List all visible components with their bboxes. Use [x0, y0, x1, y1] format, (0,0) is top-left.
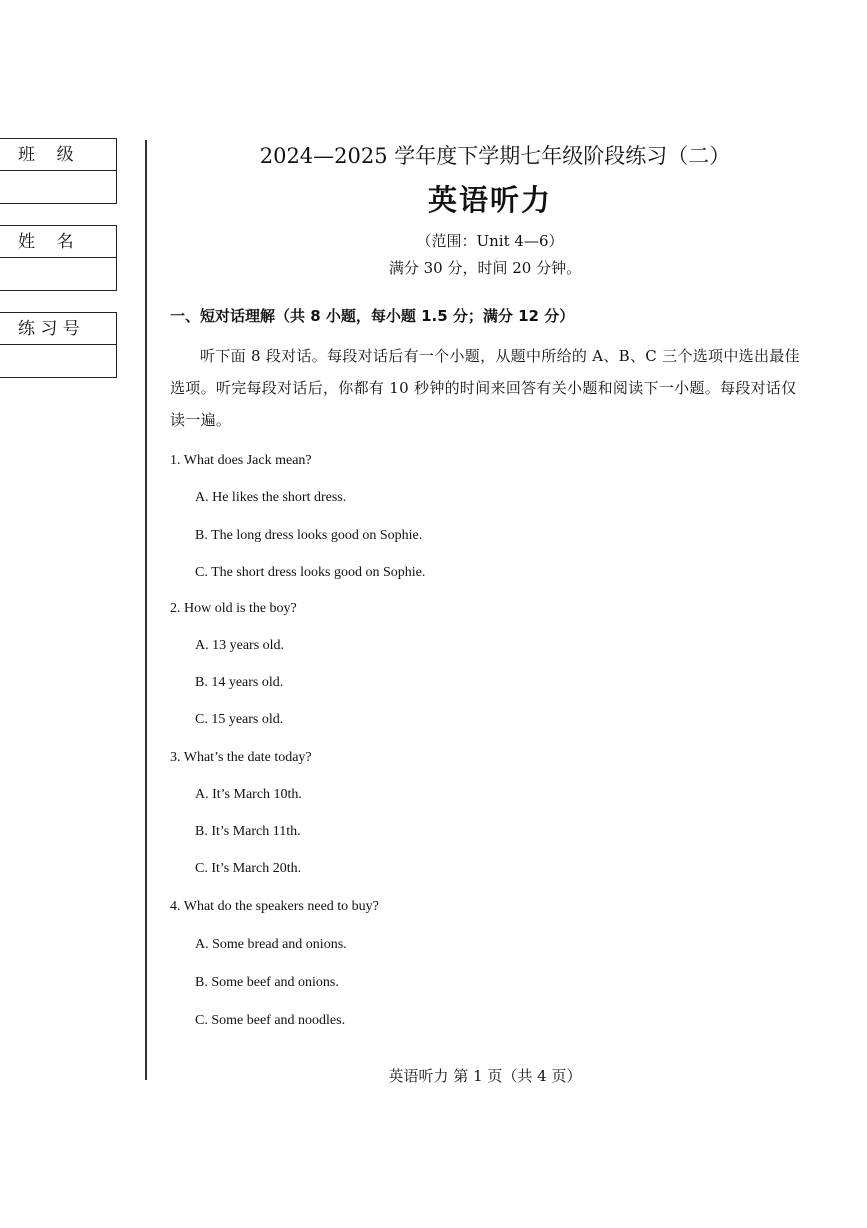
class-label: 班 级 — [0, 139, 116, 171]
question-option: C. It’s March 20th. — [195, 861, 302, 876]
subject-title: 英语听力 — [427, 183, 552, 217]
question-option: B. It’s March 11th. — [195, 824, 301, 839]
exam-scope: （范围：Unit 4—6） — [416, 232, 564, 250]
score-time: 满分 30 分，时间 20 分钟。 — [388, 259, 582, 277]
question-option: B. Some beef and onions. — [195, 975, 339, 990]
section-instructions: 听下面 8 段对话。每段对话后有一个小题，从题中所给的 A、B、C 三个选项中选出最佳选项。听完每段对话后，你都有 10 秒钟的时间来回答有关小题和阅读下一小题。每段对话仅读一遍。 — [170, 347, 800, 429]
class-field[interactable] — [0, 171, 116, 203]
question-option: C. The short dress looks good on Sophie. — [195, 565, 426, 580]
question-stem: 1. What does Jack mean? — [170, 453, 312, 468]
question-option: A. 13 years old. — [195, 638, 285, 653]
section-heading: 一、短对话理解（共 8 小题，每小题 1.5 分；满分 12 分） — [170, 307, 575, 325]
practice-no-field[interactable] — [0, 345, 116, 377]
question-option: C. 15 years old. — [195, 712, 284, 727]
name-box — [0, 225, 117, 291]
question-stem: 2. How old is the boy? — [170, 601, 297, 616]
question-stem: 3. What’s the date today? — [170, 750, 312, 765]
practice-no-label: 练 习 号 — [0, 313, 116, 345]
binding-line — [145, 140, 147, 1080]
question-option: A. It’s March 10th. — [195, 787, 302, 802]
question-option: B. The long dress looks good on Sophie. — [195, 528, 423, 543]
question-option: A. He likes the short dress. — [195, 490, 347, 505]
question-option: A. Some bread and onions. — [195, 937, 347, 952]
question-option: B. 14 years old. — [195, 675, 284, 690]
name-field[interactable] — [0, 258, 116, 290]
exam-title: 2024—2025 学年度下学期七年级阶段练习（二） — [259, 144, 731, 168]
page-footer: 英语听力 第 1 页（共 4 页） — [388, 1067, 582, 1085]
question-option: C. Some beef and noodles. — [195, 1013, 346, 1028]
practice-no-box — [0, 312, 117, 378]
name-label: 姓 名 — [0, 226, 116, 258]
class-box — [0, 138, 117, 204]
question-stem: 4. What do the speakers need to buy? — [170, 899, 379, 914]
